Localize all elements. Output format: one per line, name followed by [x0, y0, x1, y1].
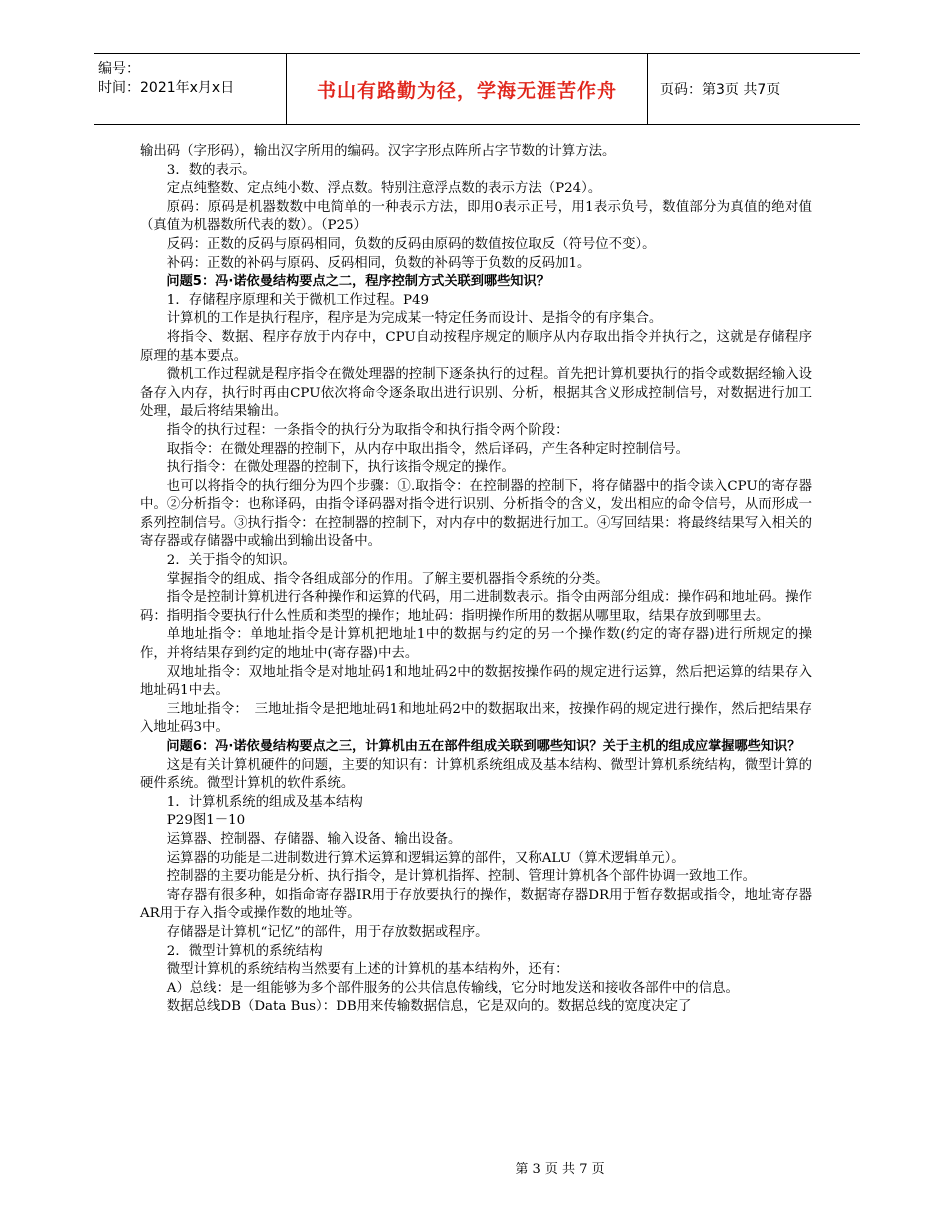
header-page-info: 页码：第3页 共7页 — [660, 82, 781, 98]
paragraph: 运算器的功能是二进制数进行算术运算和逻辑运算的部件，又称ALU（算术逻辑单元）。 — [166, 850, 685, 866]
paragraph: 三地址指令： 三地址指令是把地址码1和地址码2中的数据取出来，按操作码的规定进行操作，然后把结果存入地址码3中。 — [140, 701, 812, 736]
paragraph: 将指令、数据、程序存放于内存中，CPU自动按程序规定的顺序从内存取出指令并执行之，这就是存储程序原理的基本要点。 — [140, 329, 812, 364]
paragraph: 反码：正数的反码与原码相同，负数的反码由原码的数值按位取反（符号位不变）。 — [166, 236, 656, 252]
question-heading: 问题6：冯·诺依曼结构要点之三，计算机由五在部件组成关联到哪些知识？关于主机的组成应掌握哪些知识？ — [166, 739, 801, 754]
page-footer — [0, 1158, 950, 1177]
paragraph: 掌握指令的组成、指令各组成部分的作用。了解主要机器指令系统的分类。 — [166, 571, 609, 587]
number-label: 编号： — [98, 61, 140, 77]
date-label: 时间：2021年x月x日 — [98, 80, 235, 96]
paragraph: 指令的执行过程：一条指令的执行分为取指令和执行指令两个阶段： — [166, 422, 569, 438]
paragraph: 数据总线DB（Data Bus）：DB用来传输数据信息，它是双向的。数据总线的宽度决定了 — [166, 999, 692, 1015]
paragraph: 双地址指令：双地址指令是对地址码1和地址码2中的数据按操作码的规定进行运算，然后把运算的结果存入地址码1中去。 — [140, 664, 812, 699]
paragraph: 执行指令：在微处理器的控制下，执行该指令规定的操作。 — [166, 460, 515, 476]
page-header — [94, 53, 860, 125]
header-motto: 书山有路勤为径，学海无涯苦作舟 — [286, 54, 648, 124]
paragraph: P29图1－10 — [166, 813, 246, 829]
paragraph: 运算器、控制器、存储器、输入设备、输出设备。 — [166, 831, 462, 847]
paragraph: 微机工作过程就是程序指令在微处理器的控制下逐条执行的过程。首先把计算机要执行的指令或数据经输入设备存入内存，执行时再由CPU依次将命令逐条取出进行识别、分析，根据其含义形成控制信号，对数据进行加工处理，最后将结果输出。 — [140, 367, 812, 420]
paragraph: 微型计算机的系统结构当然要有上述的计算机的基本结构外，还有： — [166, 962, 569, 978]
paragraph: 也可以将指令的执行细分为四个步骤：①.取指令：在控制器的控制下，将存储器中的指令读入CPU的寄存器中。②分析指令：也称译码，由指令译码器对指令进行识别、分析指令的含义，发出相应的命令信号，从而形成一系列控制信号。③执行指令：在控制器的控制下，对内存中的数据进行加工。④写回结果：将最终结果写入相关的寄存器或存储器中或输出到输出设备中。 — [140, 478, 812, 550]
paragraph: 定点纯整数、定点纯小数、浮点数。特别注意浮点数的表示方法（P24）。 — [166, 181, 602, 197]
paragraph: 这是有关计算机硬件的问题，主要的知识有：计算机系统组成及基本结构、微型计算机系统结构，微型计算的硬件系统。微型计算机的软件系统。 — [140, 757, 812, 792]
header-meta — [94, 54, 286, 124]
paragraph: 存储器是计算机“记忆”的部件，用于存放数据或程序。 — [166, 924, 489, 940]
question-heading: 问题5：冯·诺依曼结构要点之二，程序控制方式关联到哪些知识？ — [166, 274, 550, 290]
paragraph: 2．关于指令的知识。 — [166, 553, 296, 569]
paragraph: 指令是控制计算机进行各种操作和运算的代码，用二进制数表示。指令由两部分组成：操作码和地址码。操作码：指明指令要执行什么性质和类型的操作；地址码：指明操作所用的数据从哪里取，结果存放到哪里去。 — [140, 590, 812, 624]
paragraph: 控制器的主要功能是分析、执行指令，是计算机指挥、控制、管理计算机各个部件协调一致地工作。 — [166, 869, 756, 885]
paragraph: 单地址指令：单地址指令是计算机把地址1中的数据与约定的另一个操作数(约定的寄存器)进行所规定的操作，并将结果存到约定的地址中(寄存器)中去。 — [140, 627, 812, 662]
paragraph: 计算机的工作是执行程序，程序是为完成某一特定任务而设计、是指令的有序集合。 — [166, 311, 663, 327]
paragraph: A）总线：是一组能够为多个部件服务的公共信息传输线，它分时地发送和接收各部件中的信息。 — [166, 980, 739, 996]
paragraph: 寄存器有很多种，如指命寄存器IR用于存放要执行的操作，数据寄存器DR用于暂存数据或指令，地址寄存器AR用于存入指令或操作数的地址等。 — [140, 887, 812, 922]
paragraph: 1．计算机系统的组成及基本结构 — [166, 794, 363, 810]
paragraph: 2．微型计算机的系统结构 — [166, 943, 323, 959]
paragraph: 3．数的表示。 — [166, 162, 256, 178]
paragraph: 输出码（字形码），输出汉字所用的编码。汉字字形点阵所占字节数的计算方法。 — [140, 144, 616, 159]
footer-page-number: 第 3 页 共 7 页 — [515, 1162, 605, 1177]
document-body — [140, 143, 812, 1017]
paragraph: 原码：原码是机器数数中电简单的一种表示方法，即用0表示正号，用1表示负号，数值部分为真值的绝对值（真值为机器数所代表的数）。（P25） — [140, 199, 812, 234]
paragraph: 取指令：在微处理器的控制下，从内存中取出指令，然后译码，产生各种定时控制信号。 — [166, 441, 690, 457]
paragraph: 1．存储程序原理和关于微机工作过程。P49 — [166, 292, 430, 308]
paragraph: 补码：正数的补码与原码、反码相同，负数的补码等于负数的反码加1。 — [166, 255, 591, 271]
